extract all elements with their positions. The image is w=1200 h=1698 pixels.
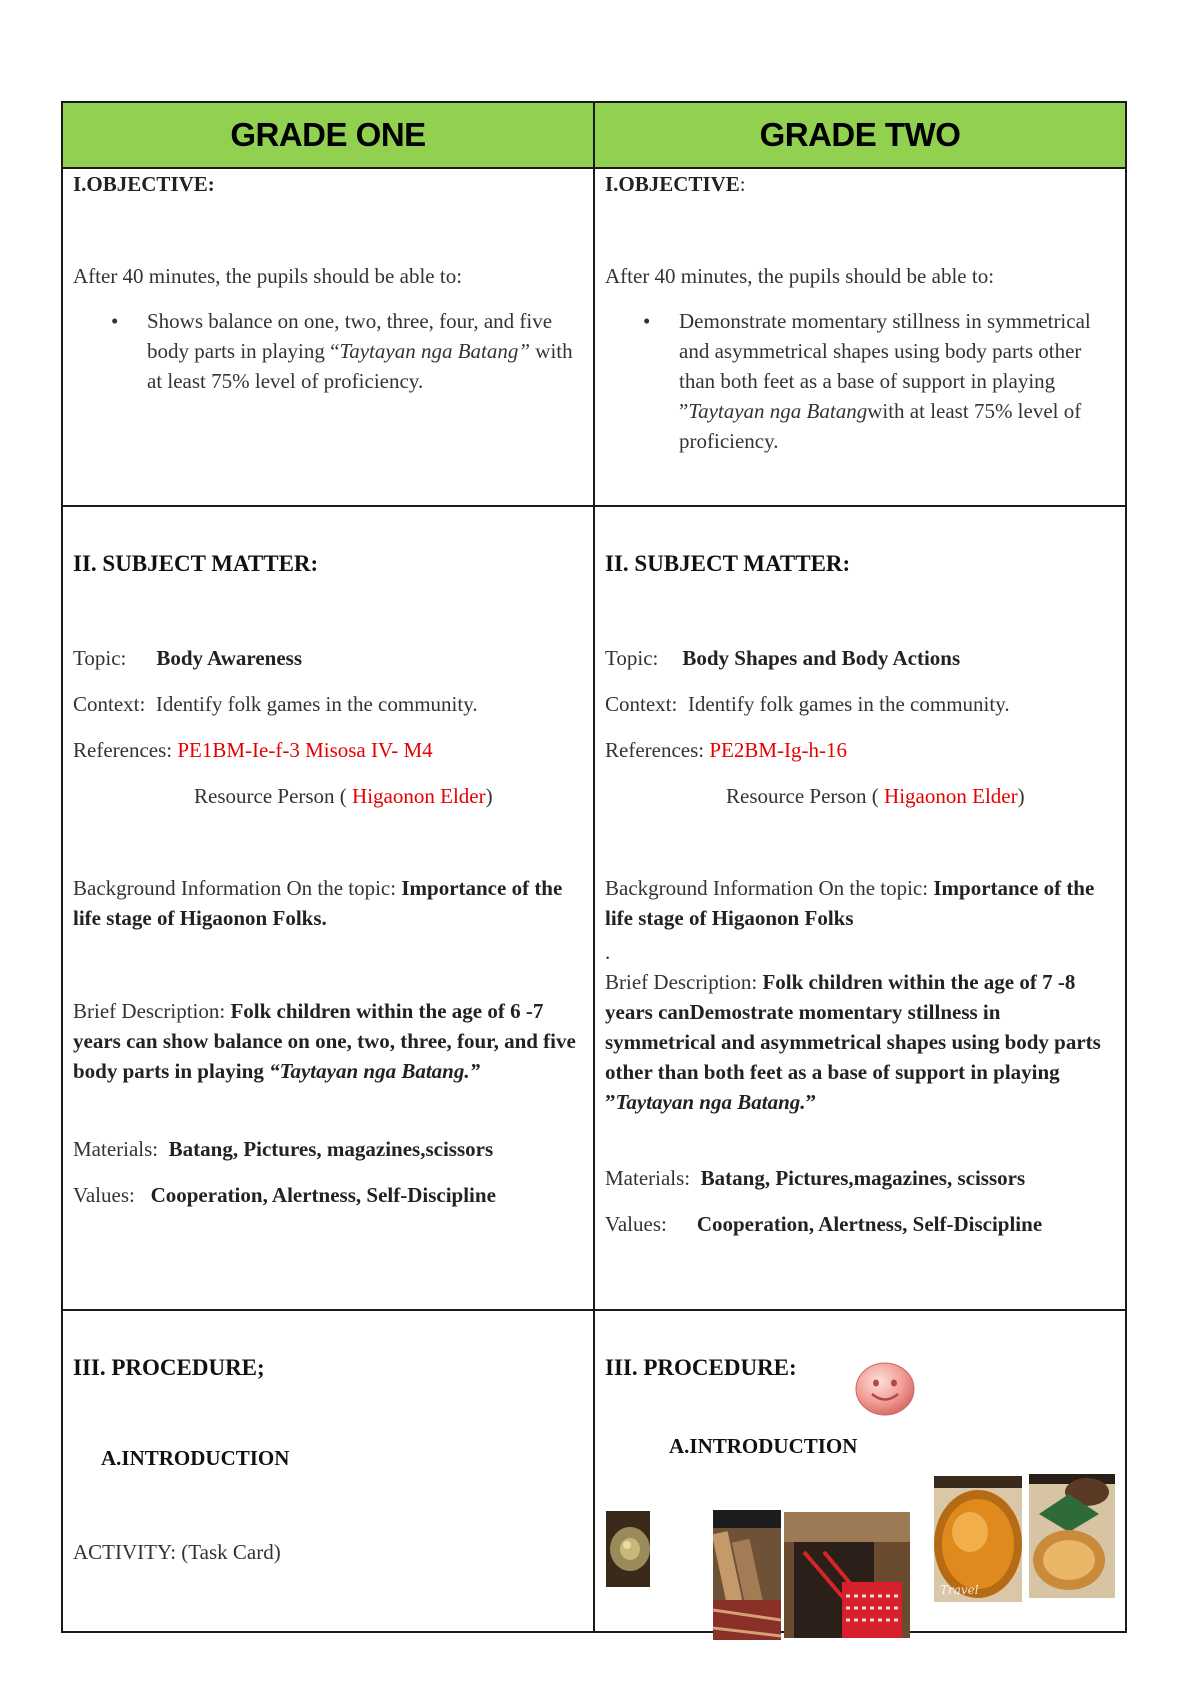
- activity-line: ACTIVITY: (Task Card): [73, 1540, 281, 1564]
- red-textile-photo: [784, 1512, 910, 1638]
- brief-description: Brief Description: Folk children within the age of 6 -7 years can show balance on one, two, three, four, and five body parts in playing “Taytayan nga Batang.”: [73, 999, 576, 1083]
- header-grade-one: GRADE ONE: [62, 102, 594, 168]
- wrapped-food-photo: [1029, 1474, 1115, 1598]
- photo-caption: Travel: [940, 1583, 979, 1597]
- background-info: Background Information On the topic: Importance of the life stage of Higaonon Folks: [605, 876, 1095, 930]
- context-line: Context: Identify folk games in the community.: [605, 692, 1010, 716]
- header-grade-two: GRADE TWO: [594, 102, 1126, 168]
- lesson-plan-table: [61, 101, 1127, 1633]
- objective-cell-grade-one: [62, 168, 594, 506]
- topic-line: Topic: Body Awareness: [73, 646, 303, 670]
- subject-title: II. SUBJECT MATTER:: [73, 551, 319, 576]
- objective-bullet: • Demonstrate momentary stillness in symmetrical and asymmetrical shapes using body parts other than both feet as a base of support in playing ”Taytayan nga Batangwith at least 75% level of proficiency.: [605, 306, 1115, 456]
- procedure-title: III. PROCEDURE;: [73, 1355, 265, 1380]
- topic-line: Topic: Body Shapes and Body Actions: [605, 646, 961, 670]
- subject-matter-row: [62, 506, 1126, 1310]
- gong-photo: [606, 1511, 650, 1587]
- references-line: References: PE1BM-Ie-f-3 Misosa IV- M4: [73, 738, 433, 762]
- objective-cell-grade-two: I.OBJECTIVE: After 40 minutes, the pupils should be able to: • Demonstrate momentary stillness in symmetrical and asymmetrical shapes using body parts other than both feet as a base of support in playing ”Taytayan nga Batangwith at least 75% level of proficiency.: [594, 168, 1126, 506]
- header-row: [62, 102, 1126, 168]
- introduction-title: A.INTRODUCTION: [669, 1434, 858, 1458]
- objective-list: [73, 306, 583, 396]
- objective-title: I.OBJECTIVE:: [73, 172, 215, 196]
- values-line: Values: Cooperation, Alertness, Self-Discipline: [605, 1212, 1043, 1236]
- brief-description: Brief Description: Folk children within the age of 7 -8 years canDemostrate momentary stillness in symmetrical and asymmetrical shapes using body parts other than both feet as a base of support in playing ”Taytayan nga Batang.”: [605, 970, 1101, 1114]
- objective-list: [605, 306, 1115, 456]
- objective-bullet: • Shows balance on one, two, three, four, and five body parts in playing “Taytayan nga Batang” with at least 75% level of proficiency.: [73, 306, 583, 396]
- subject-title: II. SUBJECT MATTER:: [605, 551, 851, 576]
- procedure-cell-grade-one: [62, 1310, 594, 1632]
- background-info: Background Information On the topic: Importance of the life stage of Higaonon Folks.: [73, 876, 563, 930]
- procedure-title: III. PROCEDURE:: [605, 1355, 797, 1380]
- wooden-bowl-photo: [934, 1476, 1022, 1602]
- smiley-face-icon: [855, 1361, 915, 1417]
- resource-person-line: Resource Person ( Higaonon Elder): [194, 784, 493, 808]
- values-line: Values: Cooperation, Alertness, Self-Discipline: [73, 1183, 496, 1207]
- context-line: Context: Identify folk games in the community.: [73, 692, 478, 716]
- dot-line: .: [605, 940, 611, 964]
- objective-intro: After 40 minutes, the pupils should be able to:: [605, 264, 995, 288]
- objective-intro: After 40 minutes, the pupils should be able to:: [73, 264, 463, 288]
- subject-cell-grade-one: [62, 506, 594, 1310]
- woven-cloth-photo: [713, 1510, 781, 1640]
- reference-code: PE2BM-Ig-h-16: [709, 738, 848, 762]
- materials-line: Materials: Batang, Pictures,magazines, scissors: [605, 1166, 1026, 1190]
- objective-title: I.OBJECTIVE: [605, 172, 740, 196]
- resource-person-line: Resource Person ( Higaonon Elder): [726, 784, 1025, 808]
- introduction-title: A.INTRODUCTION: [101, 1446, 290, 1470]
- subject-cell-grade-two: [594, 506, 1126, 1310]
- objective-row: [62, 168, 1126, 506]
- materials-line: Materials: Batang, Pictures, magazines,scissors: [73, 1137, 494, 1161]
- references-line: References: PE2BM-Ig-h-16: [605, 738, 848, 762]
- reference-code: PE1BM-Ie-f-3 Misosa IV- M4: [177, 738, 433, 762]
